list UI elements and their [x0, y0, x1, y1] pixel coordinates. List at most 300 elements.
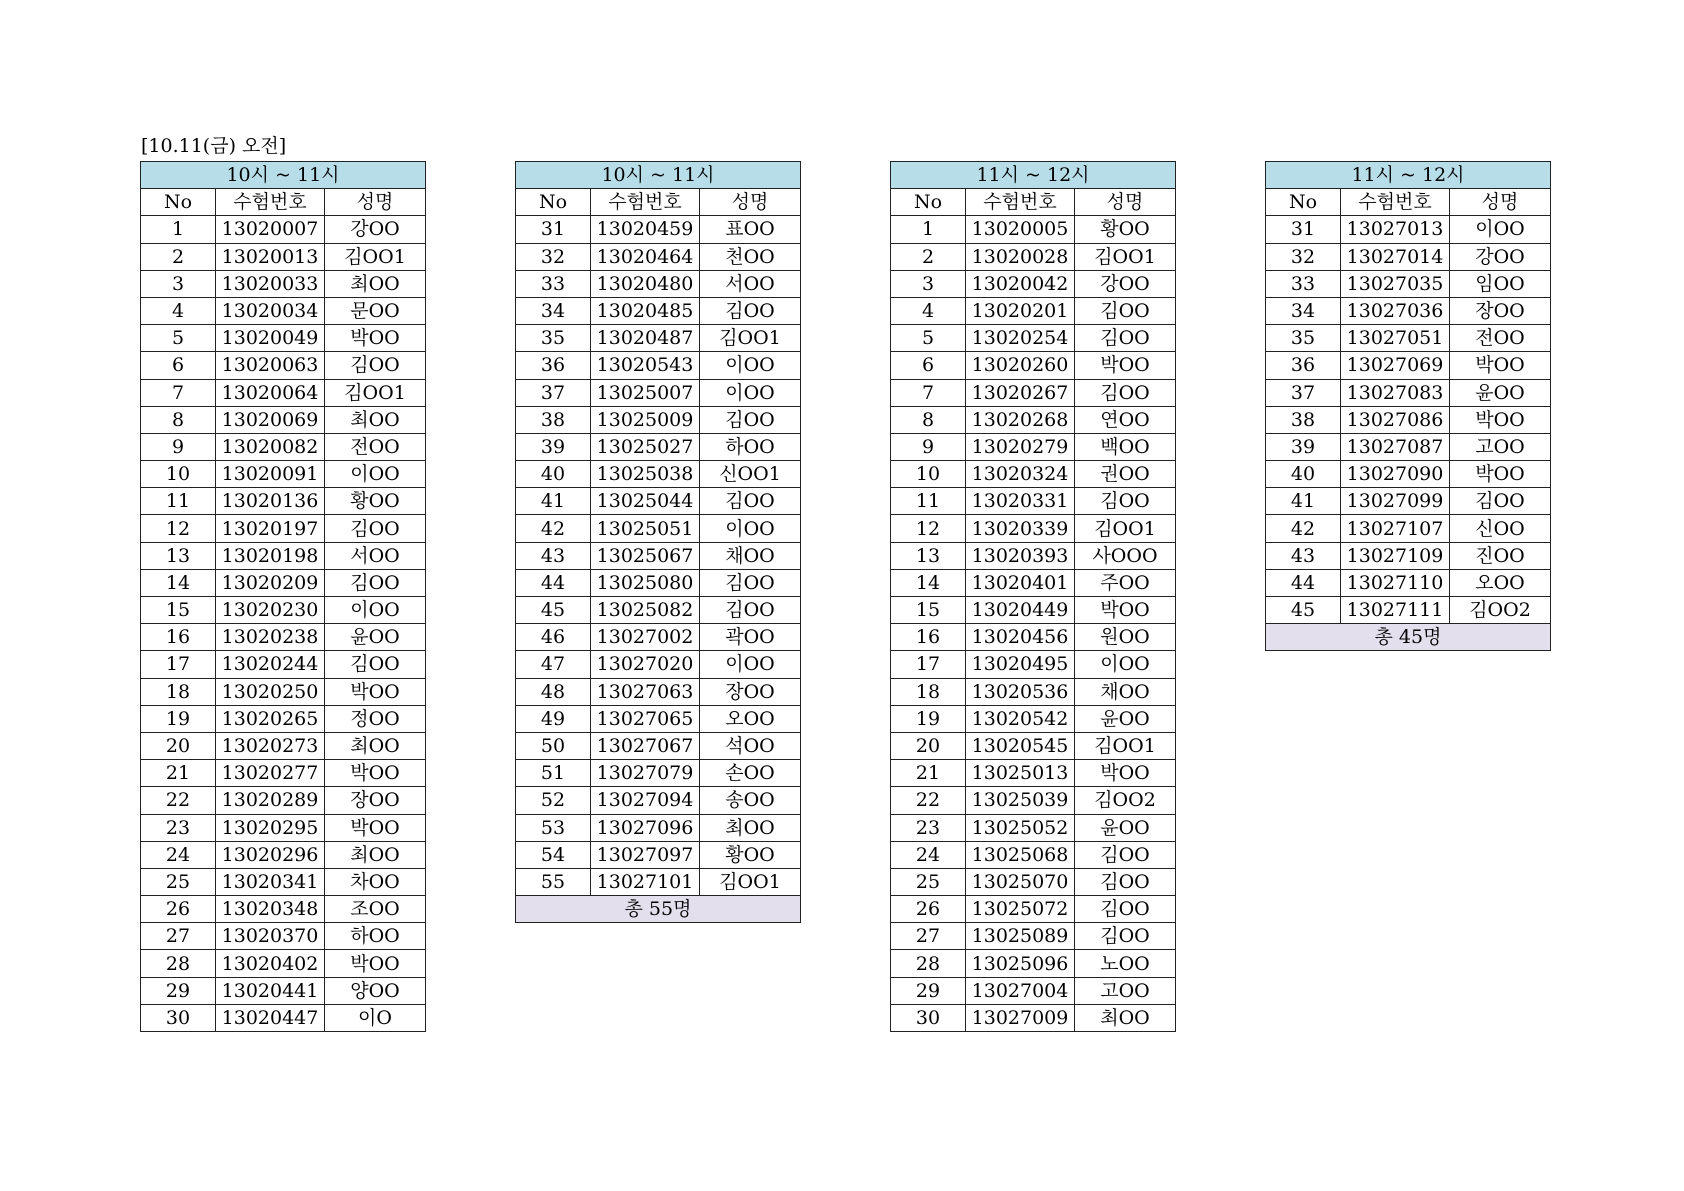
cell-exam-number: 13027002 — [591, 624, 700, 651]
cell-name: 윤OO — [325, 624, 426, 651]
table-row — [141, 732, 426, 759]
cell-exam-number: 13020495 — [966, 651, 1075, 678]
column-header-name: 성명 — [700, 189, 801, 216]
cell-exam-number: 13020487 — [591, 325, 700, 352]
cell-name: 최OO — [325, 406, 426, 433]
cell-exam-number: 13027004 — [966, 977, 1075, 1004]
table-row — [891, 325, 1176, 352]
cell-no: 51 — [516, 760, 591, 787]
cell-name: 최OO — [325, 270, 426, 297]
cell-no: 37 — [516, 379, 591, 406]
cell-exam-number: 13027094 — [591, 787, 700, 814]
cell-exam-number: 13025009 — [591, 406, 700, 433]
table-row — [516, 515, 801, 542]
table-row — [516, 379, 801, 406]
table-row — [141, 1004, 426, 1031]
cell-no: 4 — [891, 297, 966, 324]
table-row — [891, 814, 1176, 841]
table-row — [516, 352, 801, 379]
table-row — [891, 433, 1176, 460]
cell-no: 16 — [891, 624, 966, 651]
cell-exam-number: 13027014 — [1341, 243, 1450, 270]
cell-no: 53 — [516, 814, 591, 841]
cell-exam-number: 13020028 — [966, 243, 1075, 270]
cell-exam-number: 13020402 — [216, 950, 325, 977]
cell-exam-number: 13027099 — [1341, 488, 1450, 515]
cell-exam-number: 13020324 — [966, 461, 1075, 488]
cell-exam-number: 13027020 — [591, 651, 700, 678]
cell-name: 김OO — [1075, 325, 1176, 352]
cell-exam-number: 13027096 — [591, 814, 700, 841]
cell-name: 오OO — [700, 705, 801, 732]
cell-name: 김OO — [1075, 379, 1176, 406]
cell-name: 이OO — [700, 515, 801, 542]
cell-name: 김OO — [1075, 868, 1176, 895]
cell-no: 21 — [141, 760, 216, 787]
cell-exam-number: 13020545 — [966, 732, 1075, 759]
cell-exam-number: 13020295 — [216, 814, 325, 841]
cell-exam-number: 13020238 — [216, 624, 325, 651]
time-slot-header: 10시 ~ 11시 — [141, 162, 426, 189]
total-count: 총 55명 — [516, 896, 801, 923]
cell-name: 박OO — [1450, 352, 1551, 379]
cell-no: 9 — [141, 433, 216, 460]
column-header-name: 성명 — [1450, 189, 1551, 216]
table-row — [891, 569, 1176, 596]
cell-name: 최OO — [325, 732, 426, 759]
time-slot-header: 10시 ~ 11시 — [516, 162, 801, 189]
cell-exam-number: 13020348 — [216, 896, 325, 923]
cell-no: 16 — [141, 624, 216, 651]
table-row — [891, 542, 1176, 569]
cell-name: 서OO — [700, 270, 801, 297]
table-row — [891, 243, 1176, 270]
cell-exam-number: 13020198 — [216, 542, 325, 569]
table-row — [891, 868, 1176, 895]
cell-name: 하OO — [700, 433, 801, 460]
table-row — [141, 597, 426, 624]
table-row — [141, 787, 426, 814]
table-row — [141, 515, 426, 542]
cell-exam-number: 13020091 — [216, 461, 325, 488]
cell-no: 10 — [141, 461, 216, 488]
cell-exam-number: 13020007 — [216, 216, 325, 243]
cell-no: 6 — [891, 352, 966, 379]
cell-exam-number: 13027083 — [1341, 379, 1450, 406]
table-row — [516, 569, 801, 596]
cell-exam-number: 13020034 — [216, 297, 325, 324]
table-row — [891, 977, 1176, 1004]
cell-exam-number: 13020049 — [216, 325, 325, 352]
cell-name: 김OO2 — [1450, 597, 1551, 624]
cell-no: 31 — [516, 216, 591, 243]
table-row — [141, 542, 426, 569]
cell-no: 33 — [1266, 270, 1341, 297]
column-header-name: 성명 — [325, 189, 426, 216]
column-header-no: No — [891, 189, 966, 216]
cell-name: 박OO — [325, 814, 426, 841]
cell-no: 44 — [516, 569, 591, 596]
cell-name: 이OO — [700, 352, 801, 379]
table-row — [516, 760, 801, 787]
cell-name: 조OO — [325, 896, 426, 923]
cell-name: 고OO — [1450, 433, 1551, 460]
cell-no: 17 — [891, 651, 966, 678]
table-row — [1266, 406, 1551, 433]
cell-name: 임OO — [1450, 270, 1551, 297]
cell-name: 박OO — [325, 950, 426, 977]
table-row — [516, 461, 801, 488]
table-row — [891, 1004, 1176, 1031]
cell-name: 오OO — [1450, 569, 1551, 596]
cell-exam-number: 13020279 — [966, 433, 1075, 460]
cell-name: 박OO — [325, 760, 426, 787]
cell-no: 49 — [516, 705, 591, 732]
cell-name: 사OOO — [1075, 542, 1176, 569]
table-body — [891, 216, 1176, 1032]
cell-no: 20 — [891, 732, 966, 759]
column-header-exam-number: 수험번호 — [966, 189, 1075, 216]
cell-name: 고OO — [1075, 977, 1176, 1004]
cell-name: 노OO — [1075, 950, 1176, 977]
table-row — [1266, 569, 1551, 596]
cell-no: 50 — [516, 732, 591, 759]
cell-name: 김OO — [700, 406, 801, 433]
table-row — [141, 488, 426, 515]
cell-exam-number: 13020230 — [216, 597, 325, 624]
cell-no: 11 — [141, 488, 216, 515]
cell-no: 43 — [516, 542, 591, 569]
column-header-no: No — [1266, 189, 1341, 216]
cell-exam-number: 13027097 — [591, 841, 700, 868]
cell-exam-number: 13025072 — [966, 896, 1075, 923]
cell-exam-number: 13020456 — [966, 624, 1075, 651]
table-row — [141, 977, 426, 1004]
cell-name: 김OO1 — [700, 868, 801, 895]
table-row — [891, 678, 1176, 705]
cell-exam-number: 13020254 — [966, 325, 1075, 352]
table-row — [1266, 297, 1551, 324]
cell-no: 35 — [516, 325, 591, 352]
cell-name: 장OO — [325, 787, 426, 814]
cell-exam-number: 13020289 — [216, 787, 325, 814]
cell-name: 박OO — [1075, 597, 1176, 624]
cell-name: 송OO — [700, 787, 801, 814]
table-row — [891, 732, 1176, 759]
table-body — [1266, 216, 1551, 624]
cell-no: 2 — [891, 243, 966, 270]
cell-no: 32 — [1266, 243, 1341, 270]
cell-exam-number: 13027013 — [1341, 216, 1450, 243]
cell-exam-number: 13027036 — [1341, 297, 1450, 324]
cell-no: 27 — [891, 923, 966, 950]
cell-name: 정OO — [325, 705, 426, 732]
cell-no: 8 — [141, 406, 216, 433]
table-row — [141, 814, 426, 841]
cell-no: 25 — [141, 868, 216, 895]
table-row — [1266, 216, 1551, 243]
cell-no: 34 — [1266, 297, 1341, 324]
page-title: [10.11(금) 오전] — [141, 135, 287, 157]
total-count: 총 45명 — [1266, 624, 1551, 651]
cell-no: 29 — [891, 977, 966, 1004]
cell-no: 27 — [141, 923, 216, 950]
cell-no: 19 — [141, 705, 216, 732]
cell-no: 28 — [141, 950, 216, 977]
table-row — [141, 325, 426, 352]
cell-no: 44 — [1266, 569, 1341, 596]
table-row — [141, 297, 426, 324]
cell-exam-number: 13020244 — [216, 651, 325, 678]
roster-table-3 — [890, 161, 1176, 1032]
table-row — [141, 624, 426, 651]
table-body — [141, 216, 426, 1032]
cell-name: 박OO — [1075, 760, 1176, 787]
cell-exam-number: 13020441 — [216, 977, 325, 1004]
cell-exam-number: 13027107 — [1341, 515, 1450, 542]
cell-no: 22 — [141, 787, 216, 814]
cell-no: 39 — [1266, 433, 1341, 460]
cell-exam-number: 13027065 — [591, 705, 700, 732]
cell-name: 표OO — [700, 216, 801, 243]
cell-no: 24 — [891, 841, 966, 868]
cell-exam-number: 13027087 — [1341, 433, 1450, 460]
cell-exam-number: 13020393 — [966, 542, 1075, 569]
cell-name: 김OO1 — [1075, 732, 1176, 759]
cell-name: 윤OO — [1450, 379, 1551, 406]
table-row — [141, 868, 426, 895]
cell-no: 8 — [891, 406, 966, 433]
cell-no: 41 — [516, 488, 591, 515]
table-row — [516, 732, 801, 759]
table-body — [516, 216, 801, 896]
cell-name: 김OO1 — [325, 243, 426, 270]
time-slot-header: 11시 ~ 12시 — [891, 162, 1176, 189]
cell-name: 황OO — [325, 488, 426, 515]
roster-table-2 — [515, 161, 801, 923]
table-row — [1266, 270, 1551, 297]
cell-exam-number: 13020480 — [591, 270, 700, 297]
cell-exam-number: 13027101 — [591, 868, 700, 895]
table-row — [141, 760, 426, 787]
cell-no: 41 — [1266, 488, 1341, 515]
table-row — [516, 325, 801, 352]
table-row — [516, 488, 801, 515]
table-row — [141, 569, 426, 596]
cell-no: 17 — [141, 651, 216, 678]
cell-no: 5 — [141, 325, 216, 352]
table-row — [891, 515, 1176, 542]
table-row — [1266, 542, 1551, 569]
table-row — [516, 814, 801, 841]
table-row — [141, 352, 426, 379]
table-row — [516, 433, 801, 460]
cell-no: 11 — [891, 488, 966, 515]
cell-exam-number: 13020069 — [216, 406, 325, 433]
table-row — [141, 950, 426, 977]
cell-no: 55 — [516, 868, 591, 895]
cell-name: 윤OO — [1075, 705, 1176, 732]
cell-name: 윤OO — [1075, 814, 1176, 841]
column-header-no: No — [516, 189, 591, 216]
table-row — [141, 896, 426, 923]
cell-no: 12 — [891, 515, 966, 542]
cell-name: 박OO — [1450, 406, 1551, 433]
cell-name: 신OO1 — [700, 461, 801, 488]
cell-exam-number: 13020042 — [966, 270, 1075, 297]
cell-no: 1 — [891, 216, 966, 243]
cell-name: 백OO — [1075, 433, 1176, 460]
table-row — [891, 923, 1176, 950]
cell-name: 이OO — [700, 651, 801, 678]
cell-name: 김OO — [700, 569, 801, 596]
cell-name: 손OO — [700, 760, 801, 787]
cell-no: 24 — [141, 841, 216, 868]
cell-exam-number: 13020260 — [966, 352, 1075, 379]
table-row — [891, 841, 1176, 868]
cell-no: 15 — [891, 597, 966, 624]
table-row — [891, 297, 1176, 324]
cell-no: 28 — [891, 950, 966, 977]
cell-exam-number: 13020005 — [966, 216, 1075, 243]
cell-no: 15 — [141, 597, 216, 624]
table-row — [1266, 243, 1551, 270]
column-header-exam-number: 수험번호 — [216, 189, 325, 216]
cell-name: 김OO — [325, 515, 426, 542]
cell-exam-number: 13027109 — [1341, 542, 1450, 569]
cell-no: 42 — [1266, 515, 1341, 542]
cell-exam-number: 13027086 — [1341, 406, 1450, 433]
cell-name: 최OO — [1075, 1004, 1176, 1031]
cell-no: 9 — [891, 433, 966, 460]
cell-no: 18 — [891, 678, 966, 705]
table-row — [516, 597, 801, 624]
cell-no: 12 — [141, 515, 216, 542]
cell-exam-number: 13025051 — [591, 515, 700, 542]
cell-name: 곽OO — [700, 624, 801, 651]
table-row — [516, 216, 801, 243]
cell-exam-number: 13020209 — [216, 569, 325, 596]
cell-name: 김OO — [325, 569, 426, 596]
cell-name: 김OO — [700, 297, 801, 324]
cell-name: 전OO — [325, 433, 426, 460]
cell-no: 13 — [891, 542, 966, 569]
cell-no: 45 — [1266, 597, 1341, 624]
cell-no: 45 — [516, 597, 591, 624]
cell-exam-number: 13020268 — [966, 406, 1075, 433]
cell-exam-number: 13027110 — [1341, 569, 1450, 596]
cell-no: 7 — [891, 379, 966, 406]
cell-name: 이OO — [325, 597, 426, 624]
cell-no: 20 — [141, 732, 216, 759]
cell-no: 23 — [141, 814, 216, 841]
cell-no: 13 — [141, 542, 216, 569]
cell-exam-number: 13025068 — [966, 841, 1075, 868]
table-row — [891, 597, 1176, 624]
table-row — [141, 270, 426, 297]
cell-no: 34 — [516, 297, 591, 324]
cell-name: 김OO1 — [1075, 515, 1176, 542]
cell-no: 33 — [516, 270, 591, 297]
roster-table-1 — [140, 161, 426, 1032]
table-row — [141, 216, 426, 243]
table-row — [516, 270, 801, 297]
cell-name: 김OO — [1450, 488, 1551, 515]
cell-no: 52 — [516, 787, 591, 814]
table-row — [891, 705, 1176, 732]
cell-name: 신OO — [1450, 515, 1551, 542]
cell-no: 54 — [516, 841, 591, 868]
table-row — [891, 950, 1176, 977]
cell-exam-number: 13020201 — [966, 297, 1075, 324]
cell-exam-number: 13020033 — [216, 270, 325, 297]
cell-no: 42 — [516, 515, 591, 542]
cell-exam-number: 13020013 — [216, 243, 325, 270]
cell-no: 29 — [141, 977, 216, 1004]
cell-exam-number: 13027051 — [1341, 325, 1450, 352]
cell-exam-number: 13025007 — [591, 379, 700, 406]
cell-name: 강OO — [1450, 243, 1551, 270]
cell-no: 35 — [1266, 325, 1341, 352]
table-row — [891, 896, 1176, 923]
column-header-exam-number: 수험번호 — [591, 189, 700, 216]
table-row — [141, 379, 426, 406]
cell-no: 31 — [1266, 216, 1341, 243]
cell-exam-number: 13027069 — [1341, 352, 1450, 379]
cell-exam-number: 13020267 — [966, 379, 1075, 406]
table-row — [891, 624, 1176, 651]
cell-exam-number: 13020341 — [216, 868, 325, 895]
cell-name: 최OO — [700, 814, 801, 841]
cell-name: 김OO — [1075, 896, 1176, 923]
table-row — [516, 651, 801, 678]
cell-no: 10 — [891, 461, 966, 488]
cell-name: 김OO2 — [1075, 787, 1176, 814]
cell-name: 박OO — [1075, 352, 1176, 379]
cell-exam-number: 13027111 — [1341, 597, 1450, 624]
cell-no: 38 — [1266, 406, 1341, 433]
cell-exam-number: 13020536 — [966, 678, 1075, 705]
cell-no: 19 — [891, 705, 966, 732]
time-slot-header: 11시 ~ 12시 — [1266, 162, 1551, 189]
cell-exam-number: 13020331 — [966, 488, 1075, 515]
cell-name: 권OO — [1075, 461, 1176, 488]
cell-exam-number: 13020459 — [591, 216, 700, 243]
cell-exam-number: 13025070 — [966, 868, 1075, 895]
cell-no: 18 — [141, 678, 216, 705]
cell-name: 하OO — [325, 923, 426, 950]
cell-exam-number: 13027067 — [591, 732, 700, 759]
cell-exam-number: 13020064 — [216, 379, 325, 406]
table-row — [516, 678, 801, 705]
table-row — [1266, 515, 1551, 542]
cell-exam-number: 13027063 — [591, 678, 700, 705]
cell-exam-number: 13020370 — [216, 923, 325, 950]
cell-name: 김OO — [1075, 923, 1176, 950]
table-row — [891, 379, 1176, 406]
cell-no: 7 — [141, 379, 216, 406]
cell-name: 김OO — [1075, 297, 1176, 324]
cell-no: 39 — [516, 433, 591, 460]
cell-name: 최OO — [325, 841, 426, 868]
cell-name: 채OO — [1075, 678, 1176, 705]
table-row — [141, 678, 426, 705]
cell-no: 48 — [516, 678, 591, 705]
cell-exam-number: 13020136 — [216, 488, 325, 515]
table-row — [141, 705, 426, 732]
cell-exam-number: 13025027 — [591, 433, 700, 460]
cell-exam-number: 13020273 — [216, 732, 325, 759]
